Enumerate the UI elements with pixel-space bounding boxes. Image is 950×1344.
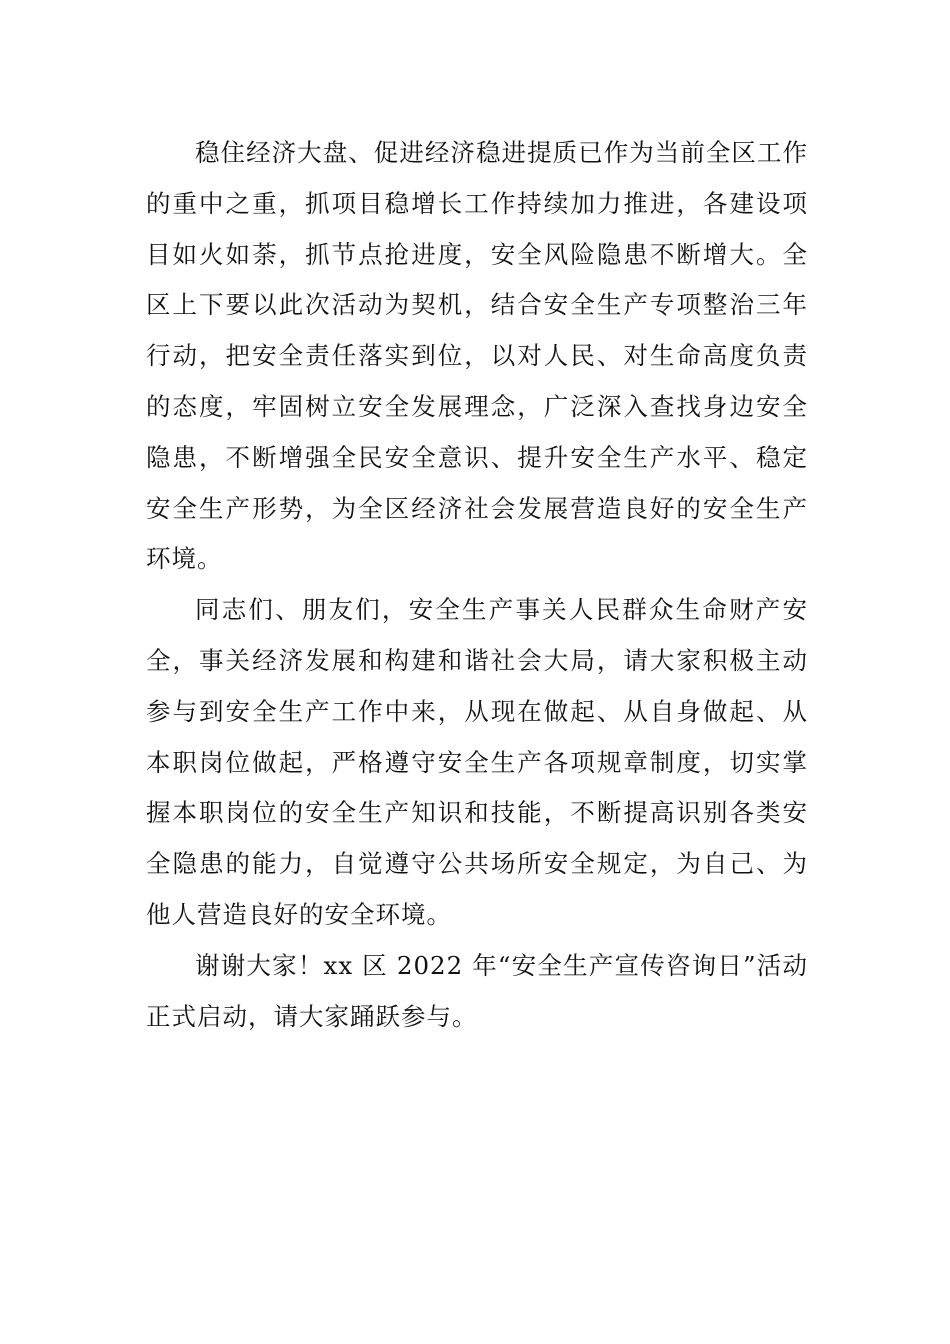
paragraph-2: 同志们、朋友们，安全生产事关人民群众生命财产安全，事关经济发展和构建和谐社会大局，请大家积极主动参与到安全生产工作中来，从现在做起、从自身做起、从本职岗位做起，严格遵守安全生产各项规章制度，切实掌握本职岗位的安全生产知识和技能，不断提高识别各类安全隐患的能力，自觉遵守公共场所安全规定，为自己、为他人营造良好的安全环境。 [146, 595, 808, 929]
paragraph-3: 谢谢大家！xx 区 2022 年“安全生产宣传咨询日”活动正式启动，请大家踊跃参与。 [146, 950, 808, 1031]
document-body [146, 128, 808, 1042]
paragraph-1: 稳住经济大盘、促进经济稳进提质已作为当前全区工作的重中之重，抓项目稳增长工作持续加力推进，各建设项目如火如荼，抓节点抢进度，安全风险隐患不断增大。全区上下要以此次活动为契机，结合安全生产专项整治三年行动，把安全责任落实到位，以对人民、对生命高度负责的态度，牢固树立安全发展理念，广泛深入查找身边安全隐患，不断增强全民安全意识、提升安全生产水平、稳定安全生产形势，为全区经济社会发展营造良好的安全生产环境。 [146, 138, 808, 574]
